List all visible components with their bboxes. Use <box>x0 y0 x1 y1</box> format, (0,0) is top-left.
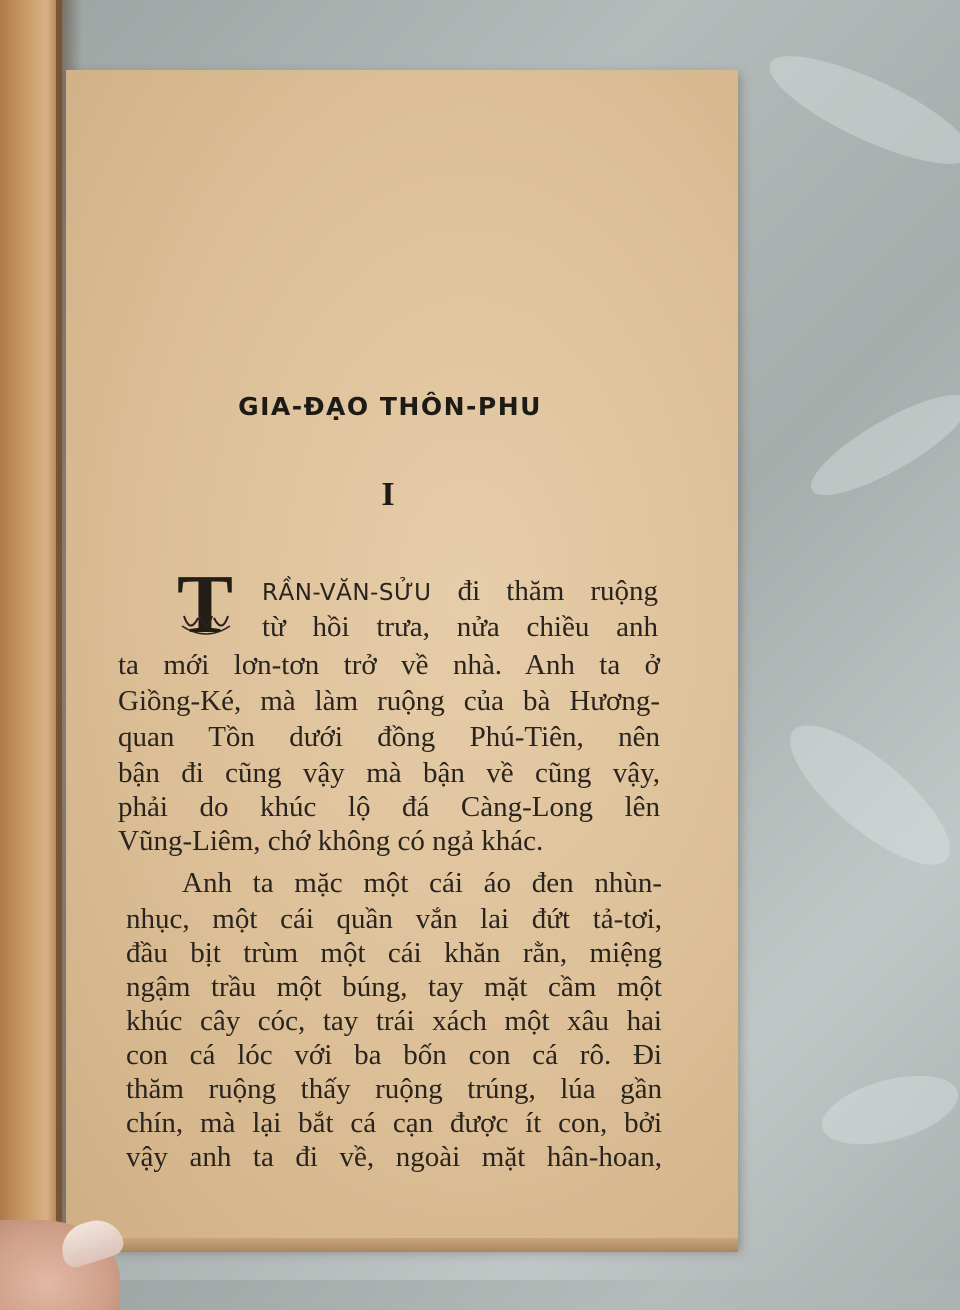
stone-vein <box>815 1063 960 1157</box>
text-run: đi thăm ruộng <box>431 575 658 607</box>
text-line: con cá lóc với ba bốn con cá rô. Đi <box>126 1039 662 1071</box>
opening-caps: RẦN-VĂN-SỬU <box>262 580 432 606</box>
left-page-edge <box>0 0 62 1280</box>
text-line: Giồng-Ké, mà làm ruộng của bà Hương- <box>118 685 660 717</box>
chapter-title: GIA-ĐẠO THÔN-PHU <box>238 392 542 421</box>
text-line: Vũng-Liêm, chớ không có ngả khác. <box>118 825 544 857</box>
stone-vein <box>771 704 960 886</box>
text-line: bận đi cũng vậy mà bận về cũng vậy, <box>118 757 660 789</box>
text-line: Anh ta mặc một cái áo đen nhùn- <box>182 867 662 899</box>
text-line: ta mới lơn-tơn trở về nhà. Anh ta ở <box>118 649 660 681</box>
text-line: chín, mà lại bắt cá cạn được ít con, bởi <box>126 1107 662 1139</box>
page-bottom-edge <box>66 1238 738 1252</box>
text-line: thăm ruộng thấy ruộng trúng, lúa gần <box>126 1073 662 1105</box>
text-line: vậy anh ta đi về, ngoài mặt hân-hoan, <box>126 1141 662 1173</box>
text-line: nhục, một cái quần vắn lai đứt tả-tơi, <box>126 903 662 935</box>
text-line: quan Tồn dưới đồng Phú-Tiên, nên <box>118 721 660 753</box>
stone-vein <box>758 36 960 183</box>
chapter-number: I <box>381 476 395 513</box>
text-line: từ hồi trưa, nửa chiều anh <box>262 611 658 643</box>
text-line: khúc cây cóc, tay trái xách một xâu hai <box>126 1005 662 1037</box>
drop-cap-ornament-icon <box>180 612 232 638</box>
text-line <box>262 574 658 610</box>
stone-vein <box>800 378 960 511</box>
drop-cap: T <box>176 558 234 651</box>
text-line: phải do khúc lộ đá Càng-Long lên <box>118 791 660 823</box>
text-line: ngậm trầu một búng, tay mặt cầm một <box>126 971 662 1003</box>
text-line: đầu bịt trùm một cái khăn rằn, miệng <box>126 937 662 969</box>
